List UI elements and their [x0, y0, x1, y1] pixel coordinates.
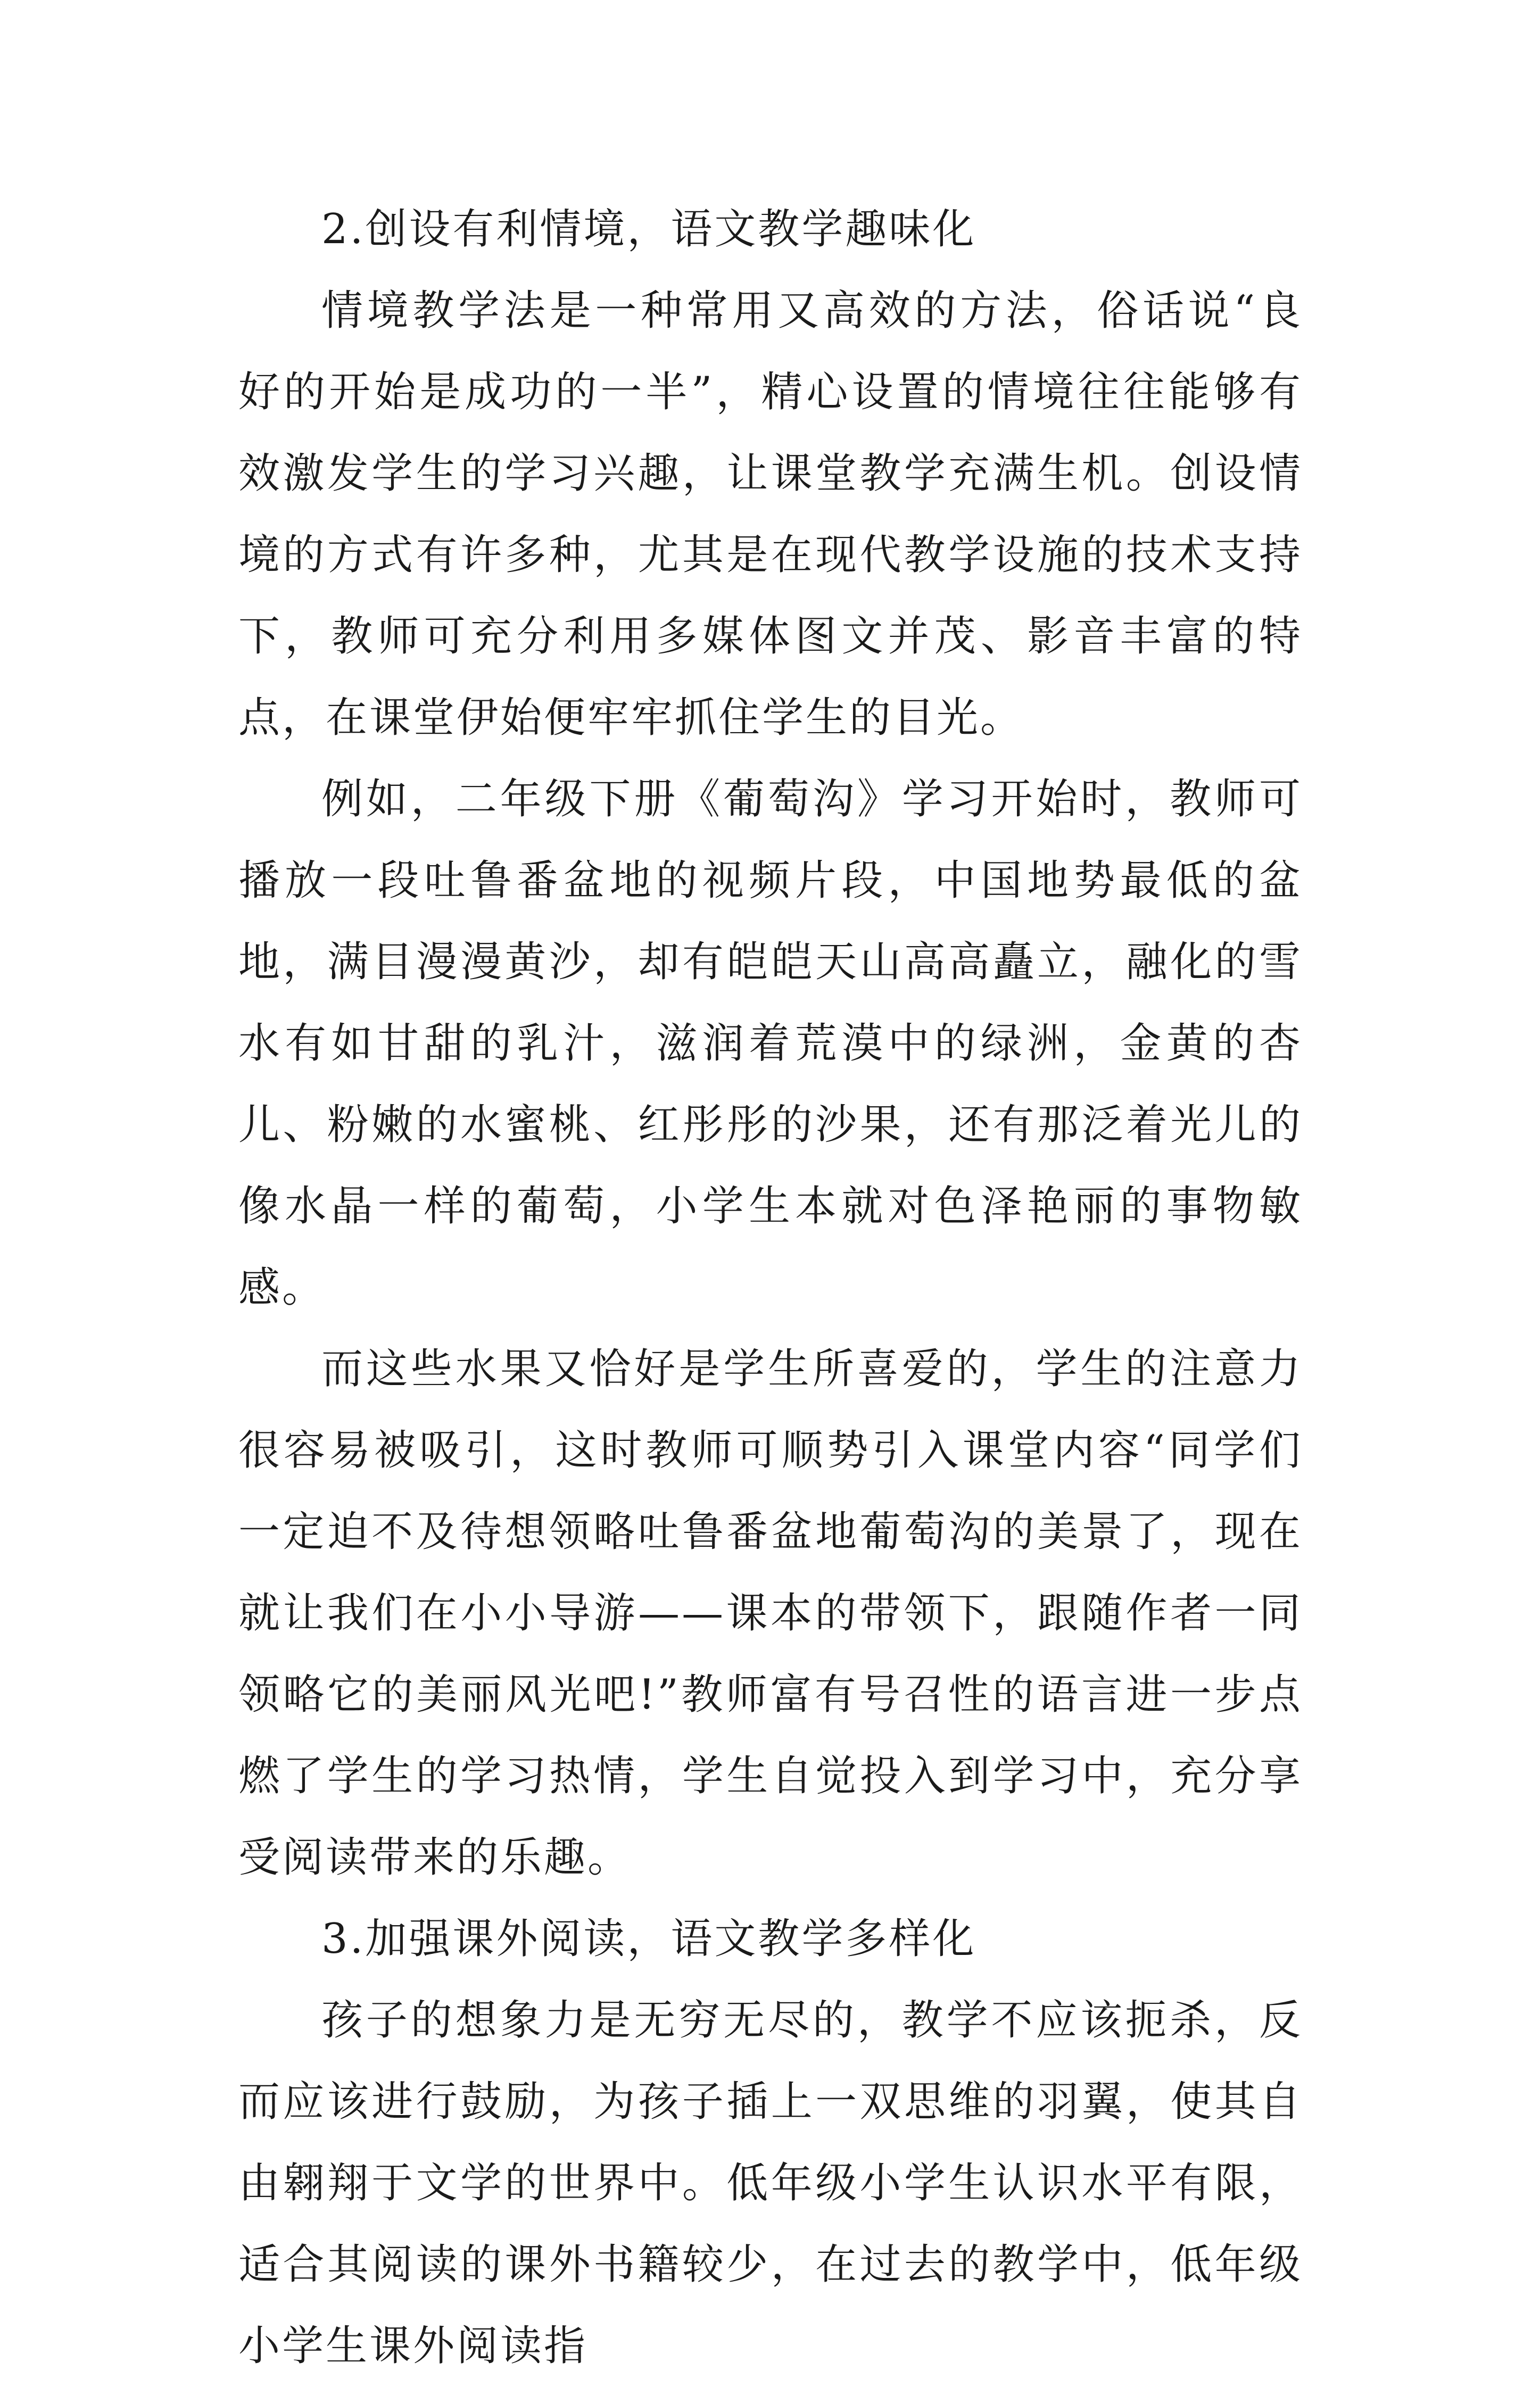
body-paragraph: 孩子的想象力是无穷无尽的，教学不应该扼杀，反而应该进行鼓励，为孩子插上一双思维的羽翼，使其自由翱翔于文学的世界中。低年级小学生认识水平有限，适合其阅读的课外书籍较少，在过去的教学中，低年级小学生课外阅读指: [238, 1996, 1303, 2370]
body-paragraph: 例如，二年级下册《葡萄沟》学习开始时，教师可播放一段吐鲁番盆地的视频片段，中国地势最低的盆地，满目漫漫黄沙，却有皑皑天山高高矗立，融化的雪水有如甘甜的乳汁，滋润着荒漠中的绿洲，金黄的杏儿、粉嫩的水蜜桃、红彤彤的沙果，还有那泛着光儿的像水晶一样的葡萄，小学生本就对色泽艳丽的事物敏感。: [238, 775, 1303, 1312]
body-paragraph: 情境教学法是一种常用又高效的方法，俗话说“良好的开始是成功的一半”，精心设置的情境往往能够有效激发学生的学习兴趣，让课堂教学充满生机。创设情境的方式有许多种，尤其是在现代教学设施的技术支持下，教师可充分利用多媒体图文并茂、影音丰富的特点，在课堂伊始便牢牢抓住学生的目光。: [238, 287, 1303, 742]
body-paragraph: 而这些水果又恰好是学生所喜爱的，学生的注意力很容易被吸引，这时教师可顺势引入课堂内容“同学们一定迫不及待想领略吐鲁番盆地葡萄沟的美景了，现在就让我们在小小导游——课本的带领下，跟随作者一同领略它的美丽风光吧!”教师富有号召性的语言进一步点燃了学生的学习热情，学生自觉投入到学习中，充分享受阅读带来的乐趣。: [238, 1345, 1303, 1882]
section-heading: 3.加强课外阅读，语文教学多样化: [321, 1915, 976, 1963]
section-heading: 2.创设有利情境，语文教学趣味化: [321, 205, 976, 253]
document-body: [238, 189, 1303, 2387]
